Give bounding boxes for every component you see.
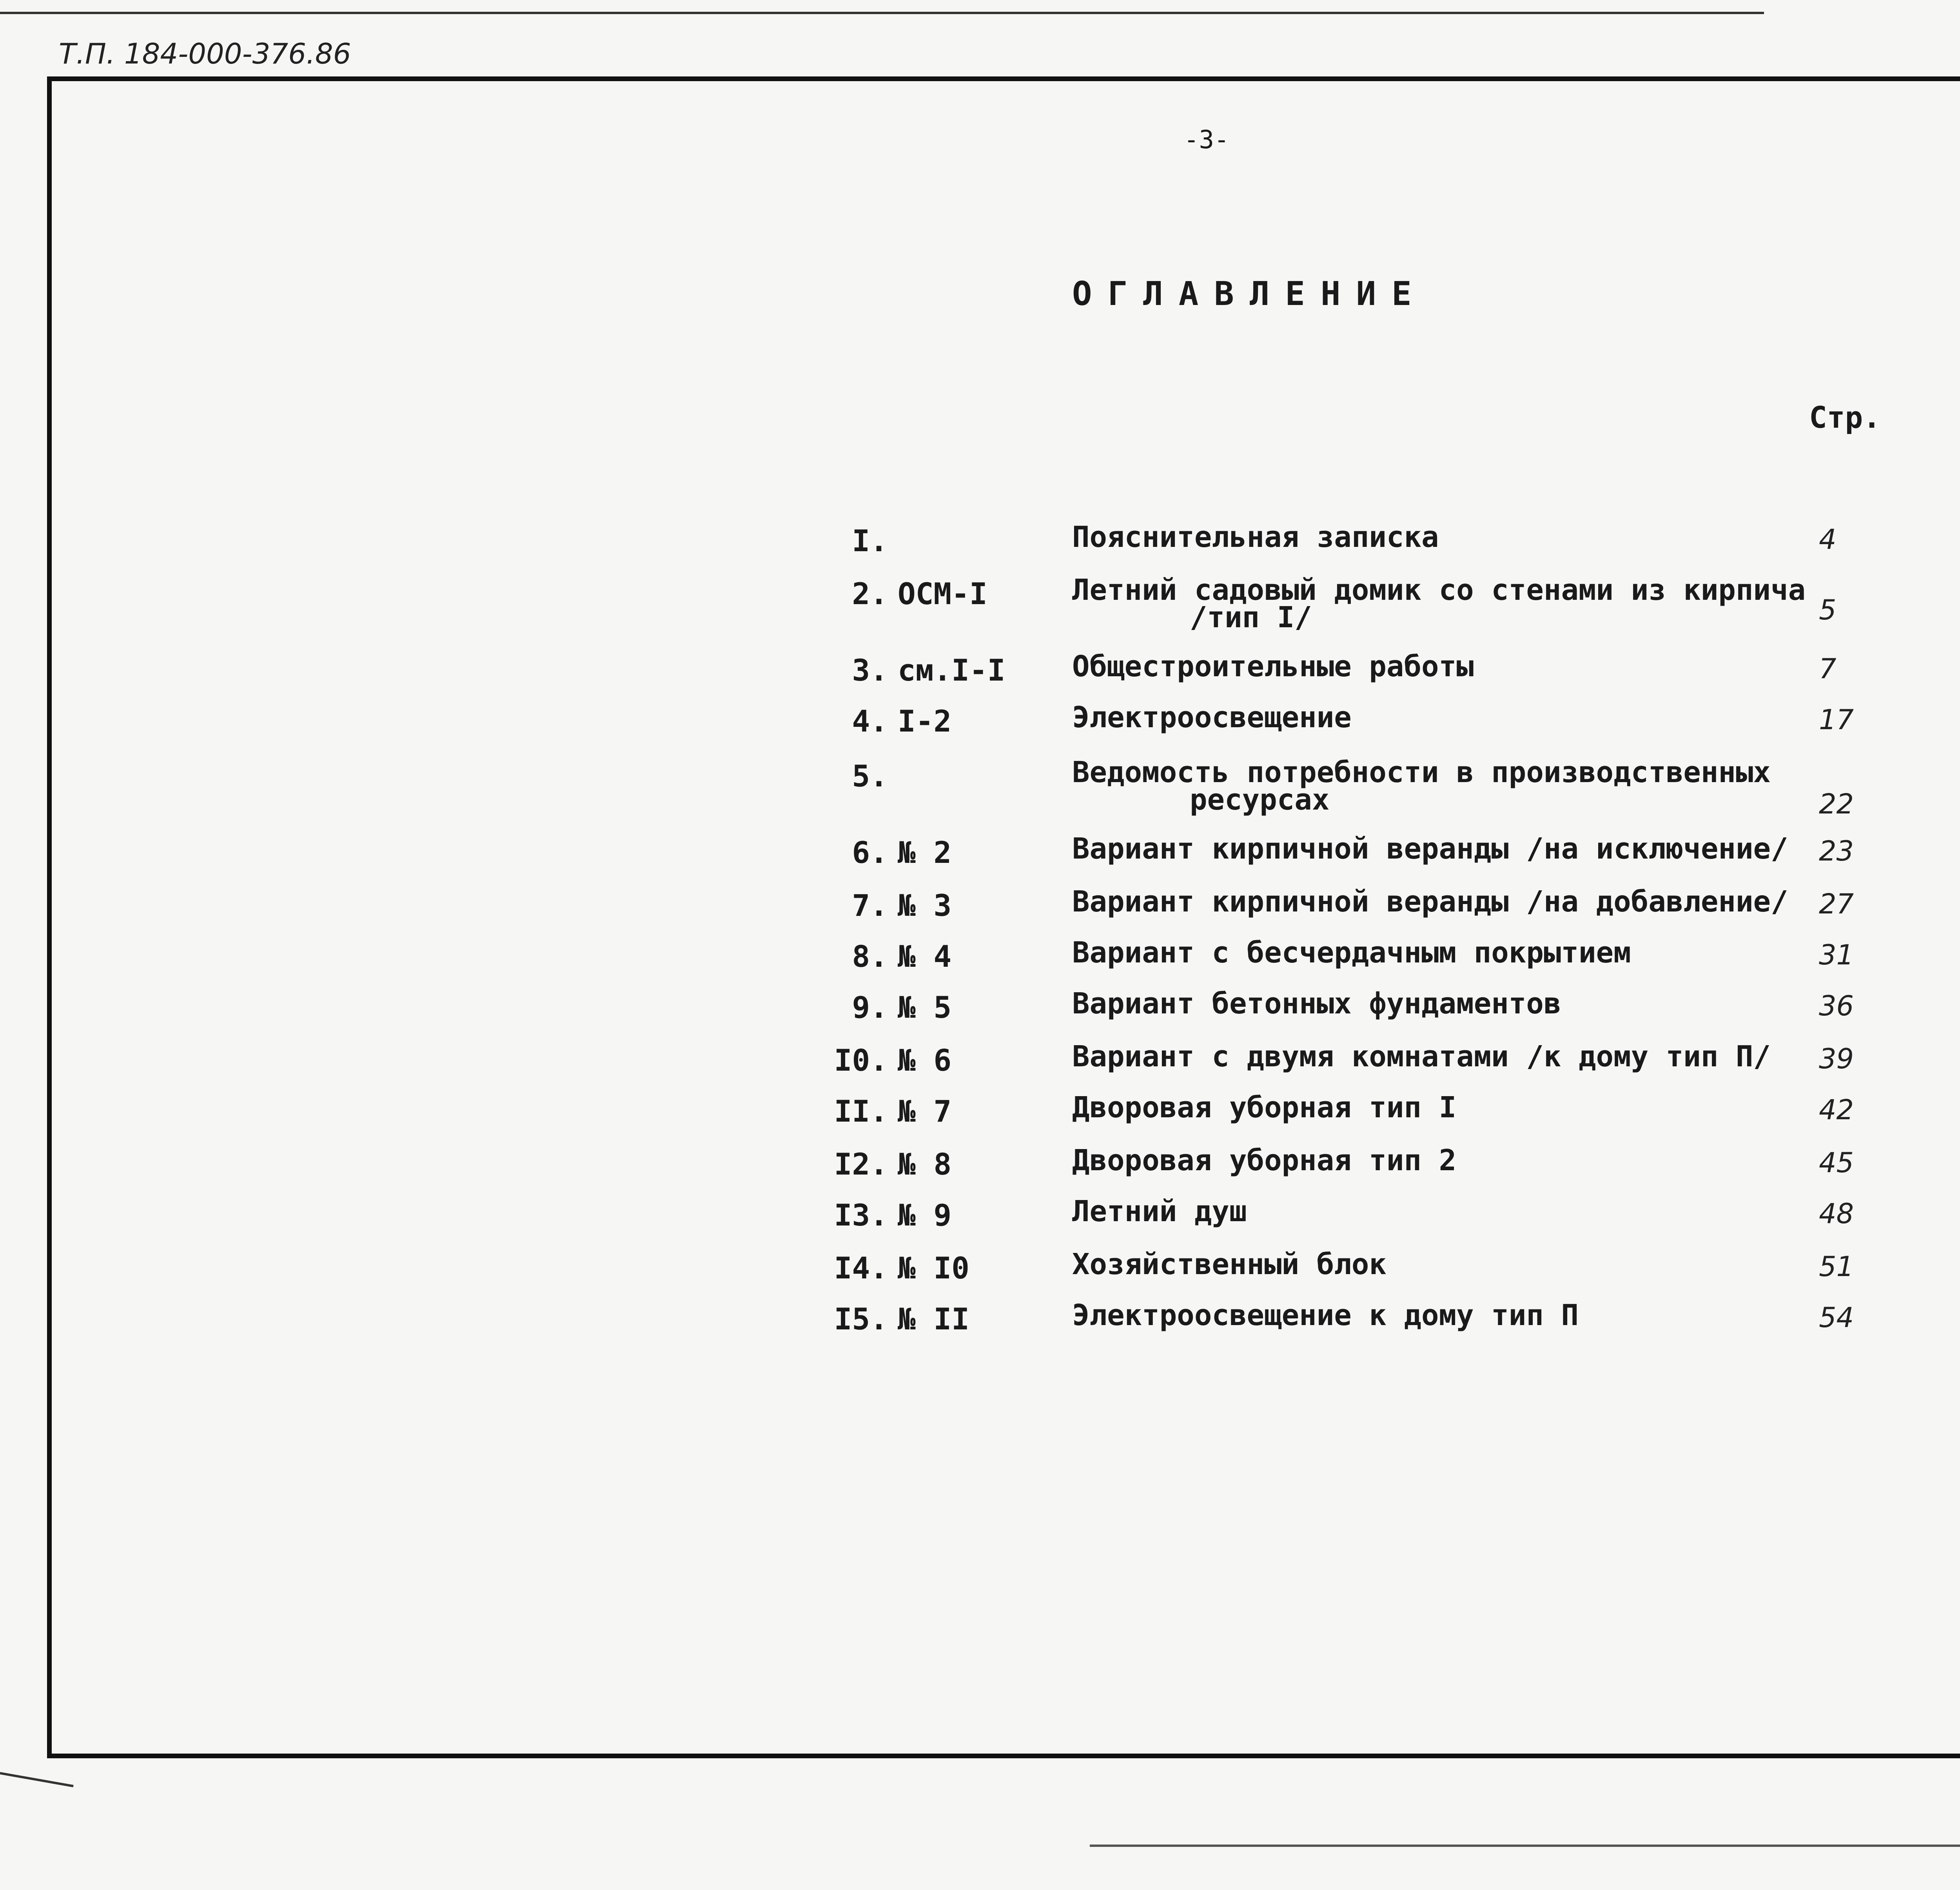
toc-title bbox=[1072, 1247, 1387, 1281]
top-border-line bbox=[0, 12, 1764, 14]
toc-row bbox=[823, 1144, 1882, 1206]
page-title: ОГЛАВЛЕНИЕ bbox=[1072, 274, 1427, 313]
toc-title bbox=[1072, 755, 1771, 817]
toc-number: II. bbox=[834, 1094, 888, 1129]
toc-row bbox=[823, 701, 1882, 763]
toc-page-number: 23 bbox=[1819, 835, 1854, 867]
toc-title-line: Хозяйственный блок bbox=[1072, 1247, 1387, 1281]
toc-title bbox=[1072, 1091, 1457, 1124]
toc-title-line: Вариант с двумя комнатами /к дому тип П/ bbox=[1072, 1040, 1771, 1073]
toc-page-number: 36 bbox=[1819, 990, 1854, 1022]
toc-title-line: Дворовая уборная тип I bbox=[1072, 1091, 1457, 1124]
toc-title bbox=[1072, 1195, 1247, 1228]
toc-code: № 9 bbox=[898, 1198, 952, 1233]
toc-title bbox=[1072, 650, 1474, 683]
toc-page-number: 27 bbox=[1819, 888, 1854, 920]
toc-number: 4. bbox=[852, 704, 888, 739]
toc-title-line: Электроосвещение к дому тип П bbox=[1072, 1298, 1579, 1332]
toc-title bbox=[1072, 520, 1439, 554]
toc-title bbox=[1072, 1298, 1579, 1332]
toc-title-continuation: /тип I/ bbox=[1190, 601, 1312, 634]
toc-title bbox=[1072, 573, 1806, 634]
toc-number: 8. bbox=[852, 939, 888, 974]
toc-title bbox=[1072, 1144, 1457, 1177]
toc-code: ОСМ-I bbox=[898, 576, 987, 611]
toc-page-number: 39 bbox=[1819, 1043, 1854, 1075]
toc-page-number: 45 bbox=[1819, 1147, 1854, 1179]
toc-number: 5. bbox=[852, 759, 888, 793]
toc-title-line: Пояснительная записка bbox=[1072, 520, 1439, 554]
document-code-stamp: Т.П. 184-000-376.86 bbox=[59, 37, 351, 70]
toc-title-line: Вариант бетонных фундаментов bbox=[1072, 987, 1561, 1020]
toc-code: № 2 bbox=[898, 835, 952, 870]
toc-title-line: Вариант кирпичной веранды /на добавление/ bbox=[1072, 885, 1788, 919]
toc-title-line: Вариант кирпичной веранды /на исключение/ bbox=[1072, 832, 1788, 866]
toc-code: № I0 bbox=[898, 1251, 970, 1285]
toc-page-number: 42 bbox=[1819, 1094, 1854, 1126]
toc-page-number: 4 bbox=[1819, 523, 1837, 556]
toc-code: № 3 bbox=[898, 888, 952, 923]
toc-code: № 8 bbox=[898, 1147, 952, 1182]
toc-title-line: Общестроительные работы bbox=[1072, 650, 1474, 683]
toc-title-line: Вариант с бесчердачным покрытием bbox=[1072, 936, 1631, 970]
toc-code: I-2 bbox=[898, 704, 952, 739]
toc-row bbox=[823, 573, 1882, 635]
page-number: -3- bbox=[1184, 125, 1229, 154]
toc-page-number: 51 bbox=[1819, 1251, 1854, 1283]
toc-title bbox=[1072, 885, 1788, 919]
toc-number: 3. bbox=[852, 653, 888, 688]
toc-number: 7. bbox=[852, 888, 888, 923]
toc-number: 9. bbox=[852, 990, 888, 1025]
toc-title-line: Ведомость потребности в производственных bbox=[1072, 755, 1771, 789]
toc-code: № 6 bbox=[898, 1043, 952, 1078]
toc-page-number: 31 bbox=[1819, 939, 1854, 971]
toc-page-number: 5 bbox=[1819, 594, 1837, 626]
toc-code: № 5 bbox=[898, 990, 952, 1025]
toc-title bbox=[1072, 987, 1561, 1020]
toc-title-line: Летний душ bbox=[1072, 1195, 1247, 1228]
toc-number: I0. bbox=[834, 1043, 888, 1078]
toc-page-number: 22 bbox=[1819, 788, 1854, 820]
toc-title bbox=[1072, 701, 1352, 734]
toc-title-line: Электроосвещение bbox=[1072, 701, 1352, 734]
toc-number: I. bbox=[852, 523, 888, 558]
toc-page-number: 54 bbox=[1819, 1302, 1854, 1334]
toc-number: 2. bbox=[852, 576, 888, 611]
toc-row bbox=[823, 755, 1882, 820]
toc-code: № 7 bbox=[898, 1094, 952, 1129]
toc-row bbox=[823, 1298, 1882, 1360]
toc-title bbox=[1072, 1040, 1771, 1073]
toc-title bbox=[1072, 936, 1631, 970]
toc-number: I2. bbox=[834, 1147, 888, 1182]
toc-row bbox=[823, 650, 1882, 712]
toc-number: I3. bbox=[834, 1198, 888, 1233]
toc-code: № II bbox=[898, 1302, 970, 1336]
toc-page-number: 7 bbox=[1819, 653, 1837, 685]
toc-title bbox=[1072, 832, 1788, 866]
toc-number: 6. bbox=[852, 835, 888, 870]
toc-page-number: 17 bbox=[1819, 704, 1854, 736]
toc-title-line: Летний садовый домик со стенами из кирпича bbox=[1072, 573, 1806, 607]
toc-number: I5. bbox=[834, 1302, 888, 1336]
bottom-border-line bbox=[1090, 1845, 1960, 1847]
toc-number: I4. bbox=[834, 1251, 888, 1285]
page-column-label: Стр. bbox=[1809, 400, 1881, 435]
corner-mark bbox=[0, 1772, 74, 1787]
toc-title-line: Дворовая уборная тип 2 bbox=[1072, 1144, 1457, 1177]
toc-page-number: 48 bbox=[1819, 1198, 1854, 1230]
toc-code: № 4 bbox=[898, 939, 952, 974]
toc-title-continuation: ресурсах bbox=[1190, 783, 1330, 817]
toc-code: см.I-I bbox=[898, 653, 1005, 688]
